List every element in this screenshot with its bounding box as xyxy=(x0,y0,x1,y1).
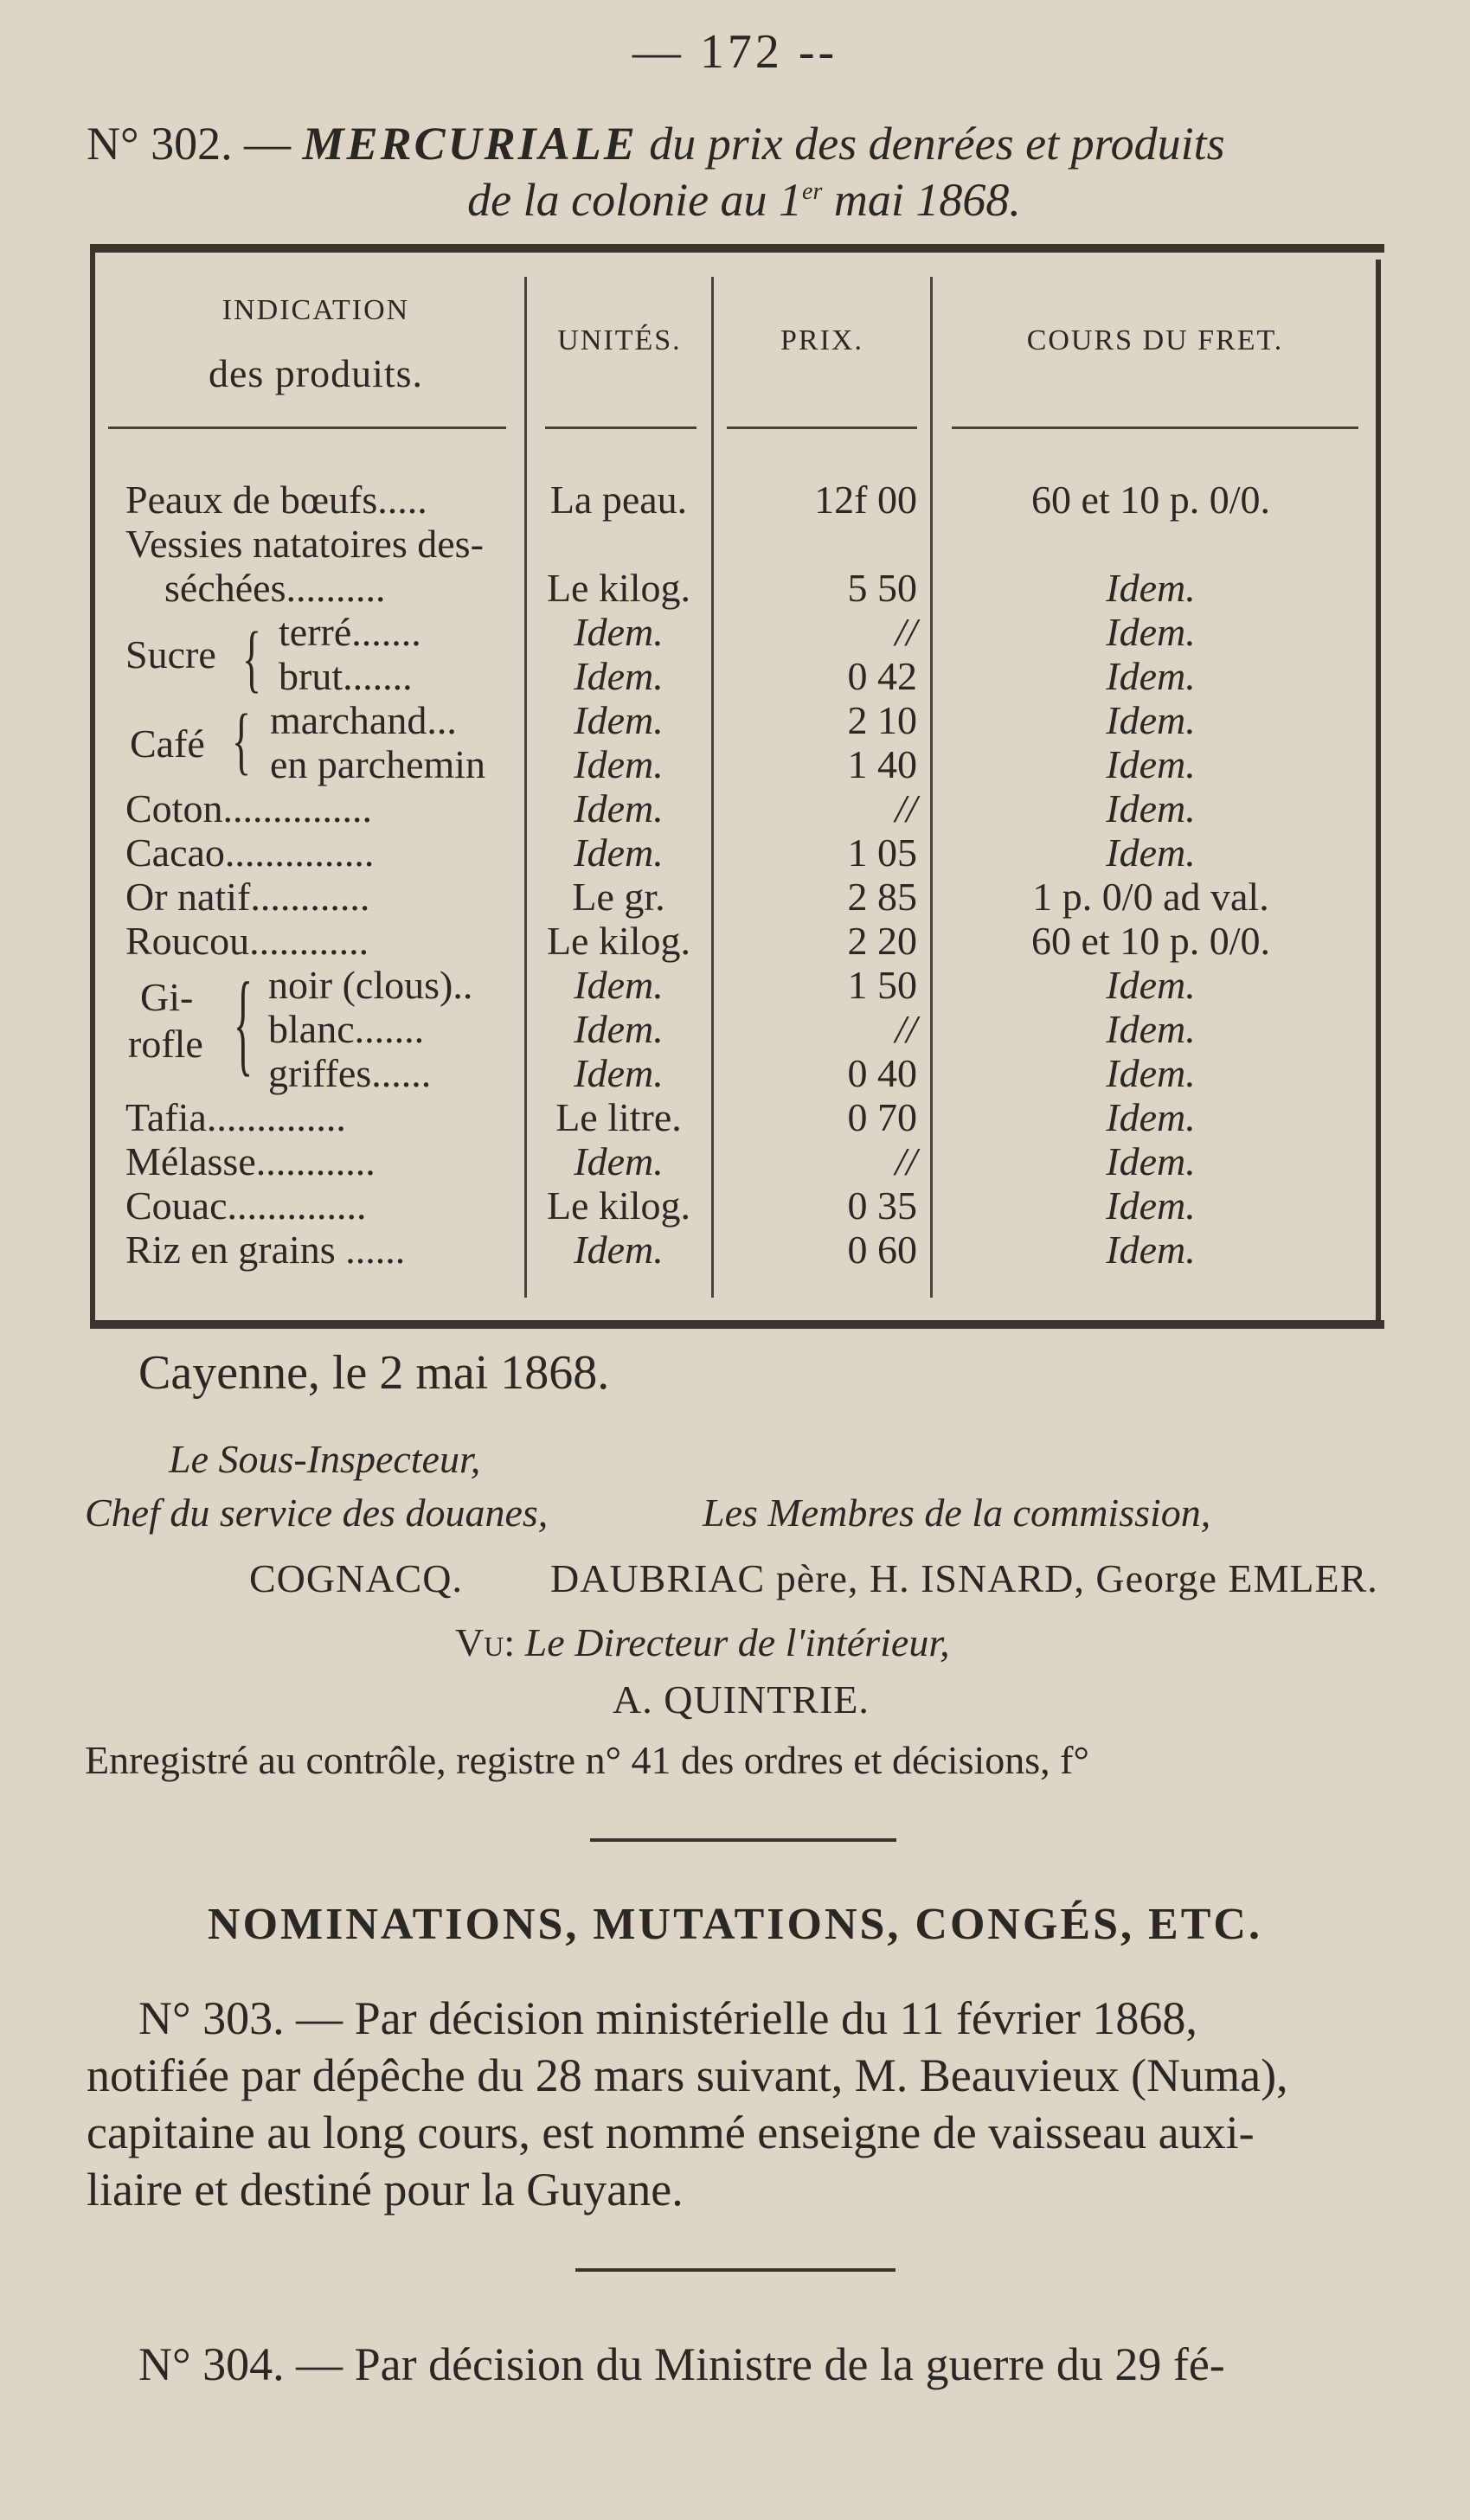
product-name: griffes...... xyxy=(268,1052,432,1095)
group-label-cafe: Café xyxy=(130,721,205,766)
product-name: marchand... xyxy=(270,699,457,742)
product-name: Couac.............. xyxy=(125,1184,367,1228)
chef-douanes-title: Chef du service des douanes, xyxy=(85,1491,549,1535)
freight-value: Idem. xyxy=(1106,1139,1196,1183)
product-name: blanc....... xyxy=(268,1008,425,1051)
freight-value: 60 et 10 p. 0/0. xyxy=(1031,919,1270,963)
freight-value: Idem. xyxy=(1106,566,1196,610)
enregistre-line: Enregistré au contrôle, registre n° 41 des ordres et décisions, f° xyxy=(85,1738,1089,1782)
freight-value: Idem. xyxy=(1106,1183,1196,1228)
vu-text: Le Directeur de l'intérieur, xyxy=(524,1620,950,1664)
unit-value: Le litre. xyxy=(555,1095,682,1139)
unit-value: Le kilog. xyxy=(546,566,691,610)
product-name: Mélasse............ xyxy=(125,1140,376,1183)
price-value: 1 50 xyxy=(847,963,917,1007)
section-title: NOMINATIONS, MUTATIONS, CONGÉS, ETC. xyxy=(208,1900,1262,1949)
brace-cafe: { xyxy=(232,697,252,782)
price-value: // xyxy=(895,1139,917,1183)
title-number: N° 302. xyxy=(87,118,233,170)
freight-value: Idem. xyxy=(1106,1051,1196,1095)
product-name: Roucou............ xyxy=(125,920,369,963)
title-rest-2a: de la colonie au 1 xyxy=(467,174,803,226)
freight-value: Idem. xyxy=(1106,786,1196,830)
brace-sucre: { xyxy=(242,615,262,700)
paragraph-304 xyxy=(87,2336,1384,2393)
unit-value: Idem. xyxy=(574,654,664,698)
product-name: terré....... xyxy=(279,611,421,654)
product-name: Tafia.............. xyxy=(125,1096,346,1139)
product-name: Cacao............... xyxy=(125,831,375,875)
price-value: 1 05 xyxy=(847,830,917,875)
place-date: Cayenne, le 2 mai 1868. xyxy=(138,1346,610,1400)
freight-value: Idem. xyxy=(1106,654,1196,698)
freight-value: 60 et 10 p. 0/0. xyxy=(1031,478,1270,522)
unit-value: Idem. xyxy=(574,698,664,742)
price-value: 2 20 xyxy=(847,919,917,963)
paragraph-line: capitaine au long cours, est nommé enseigne de vaisseau auxi- xyxy=(87,2106,1255,2158)
header-freight: COURS DU FRET. xyxy=(1026,324,1284,356)
group-label-girofle-1: Gi- xyxy=(140,975,194,1019)
product-name: en parchemin xyxy=(270,743,486,786)
product-name: séchées.......... xyxy=(164,567,386,610)
document-title-line-2 xyxy=(87,173,1402,227)
header-product-line-1: INDICATION xyxy=(221,294,410,326)
freight-value: Idem. xyxy=(1106,742,1196,786)
price-value: 1 40 xyxy=(847,742,917,786)
product-name: Or natif............ xyxy=(125,875,370,919)
signatory-quintrie: A. QUINTRIE. xyxy=(613,1677,870,1722)
freight-value: Idem. xyxy=(1106,698,1196,742)
price-value: 0 60 xyxy=(847,1228,917,1272)
price-value: // xyxy=(895,786,917,830)
brace-girofle: { xyxy=(234,958,254,1087)
group-label-girofle-2: rofle xyxy=(128,1022,203,1066)
product-name: Peaux de bœufs..... xyxy=(125,478,427,522)
page-number: — 172 -- xyxy=(632,25,838,79)
header-underline xyxy=(545,426,696,429)
sous-inspecteur-title: Le Sous-Inspecteur, xyxy=(169,1437,481,1481)
freight-value: Idem. xyxy=(1106,1228,1196,1272)
header-price: PRIX. xyxy=(780,324,863,356)
header-product-line-2: des produits. xyxy=(208,351,424,395)
unit-value: Idem. xyxy=(574,963,664,1007)
freight-value: 1 p. 0/0 ad val. xyxy=(1032,875,1269,919)
price-value: 0 40 xyxy=(847,1051,917,1095)
title-rest-1: du prix des denrées et produits xyxy=(649,118,1225,170)
header-underline xyxy=(952,426,1358,429)
header-underline xyxy=(727,426,917,429)
unit-value: Idem. xyxy=(574,786,664,830)
freight-value: Idem. xyxy=(1106,1095,1196,1139)
price-value: 0 35 xyxy=(847,1183,917,1228)
price-value: // xyxy=(895,1007,917,1051)
title-dash: — xyxy=(244,118,292,170)
section-separator xyxy=(590,1838,896,1842)
unit-value: Idem. xyxy=(574,1007,664,1051)
unit-value: Le gr. xyxy=(572,875,665,919)
table-left-rule xyxy=(90,244,95,1327)
group-label-sucre: Sucre xyxy=(125,632,216,676)
unit-value: Le kilog. xyxy=(546,919,691,963)
unit-value: Idem. xyxy=(574,1228,664,1272)
unit-value: Idem. xyxy=(574,610,664,654)
price-value: 12f 00 xyxy=(814,478,917,522)
product-name: brut....... xyxy=(279,655,413,698)
paragraph-line: N° 303. — Par décision ministérielle du 11 février 1868, xyxy=(138,1992,1197,2044)
title-caps: MERCURIALE xyxy=(302,118,638,170)
table-column-divider xyxy=(930,277,933,1298)
paragraph-line: N° 304. — Par décision du Ministre de la guerre du 29 fé- xyxy=(138,2338,1225,2390)
freight-value: Idem. xyxy=(1106,830,1196,875)
freight-value: Idem. xyxy=(1106,610,1196,654)
header-unit: UNITÉS. xyxy=(557,324,682,356)
vu-line xyxy=(455,1619,950,1665)
table-column-divider xyxy=(524,277,527,1298)
unit-value: Idem. xyxy=(574,742,664,786)
paragraph-303 xyxy=(87,1990,1384,2218)
freight-value: Idem. xyxy=(1106,1007,1196,1051)
header-underline xyxy=(108,426,506,429)
title-sup: er xyxy=(802,178,823,205)
product-name: noir (clous).. xyxy=(268,964,473,1007)
title-rest-2b: mai 1868. xyxy=(833,174,1021,226)
table-top-rule xyxy=(90,244,1384,253)
vu-label: Vu: xyxy=(455,1620,516,1664)
signatory-members: DAUBRIAC père, H. ISNARD, George EMLER. xyxy=(550,1556,1378,1600)
unit-value: La peau. xyxy=(549,478,688,522)
price-value: // xyxy=(895,610,917,654)
price-value: 5 50 xyxy=(847,566,917,610)
unit-value: Idem. xyxy=(574,830,664,875)
document-title-line-1 xyxy=(87,117,1402,170)
product-name: Riz en grains ...... xyxy=(125,1228,406,1272)
price-value: 2 10 xyxy=(847,698,917,742)
membres-commission-title: Les Membres de la commission, xyxy=(703,1491,1211,1535)
price-value: 0 42 xyxy=(847,654,917,698)
unit-value: Idem. xyxy=(574,1139,664,1183)
paragraph-line: liaire et destiné pour la Guyane. xyxy=(87,2164,684,2215)
product-name: Coton............... xyxy=(125,787,372,830)
table-right-rule xyxy=(1376,260,1381,1327)
unit-value: Idem. xyxy=(574,1051,664,1095)
product-name: Vessies natatoires des- xyxy=(125,523,484,566)
section-separator xyxy=(575,2268,895,2272)
unit-value: Le kilog. xyxy=(546,1183,691,1228)
paragraph-line: notifiée par dépêche du 28 mars suivant, M. Beauvieux (Numa), xyxy=(87,2049,1288,2101)
price-value: 2 85 xyxy=(847,875,917,919)
freight-value: Idem. xyxy=(1106,963,1196,1007)
price-value: 0 70 xyxy=(847,1095,917,1139)
signatory-cognacq: COGNACQ. xyxy=(249,1556,463,1600)
table-column-divider xyxy=(711,277,714,1298)
table-bottom-rule xyxy=(90,1320,1384,1329)
